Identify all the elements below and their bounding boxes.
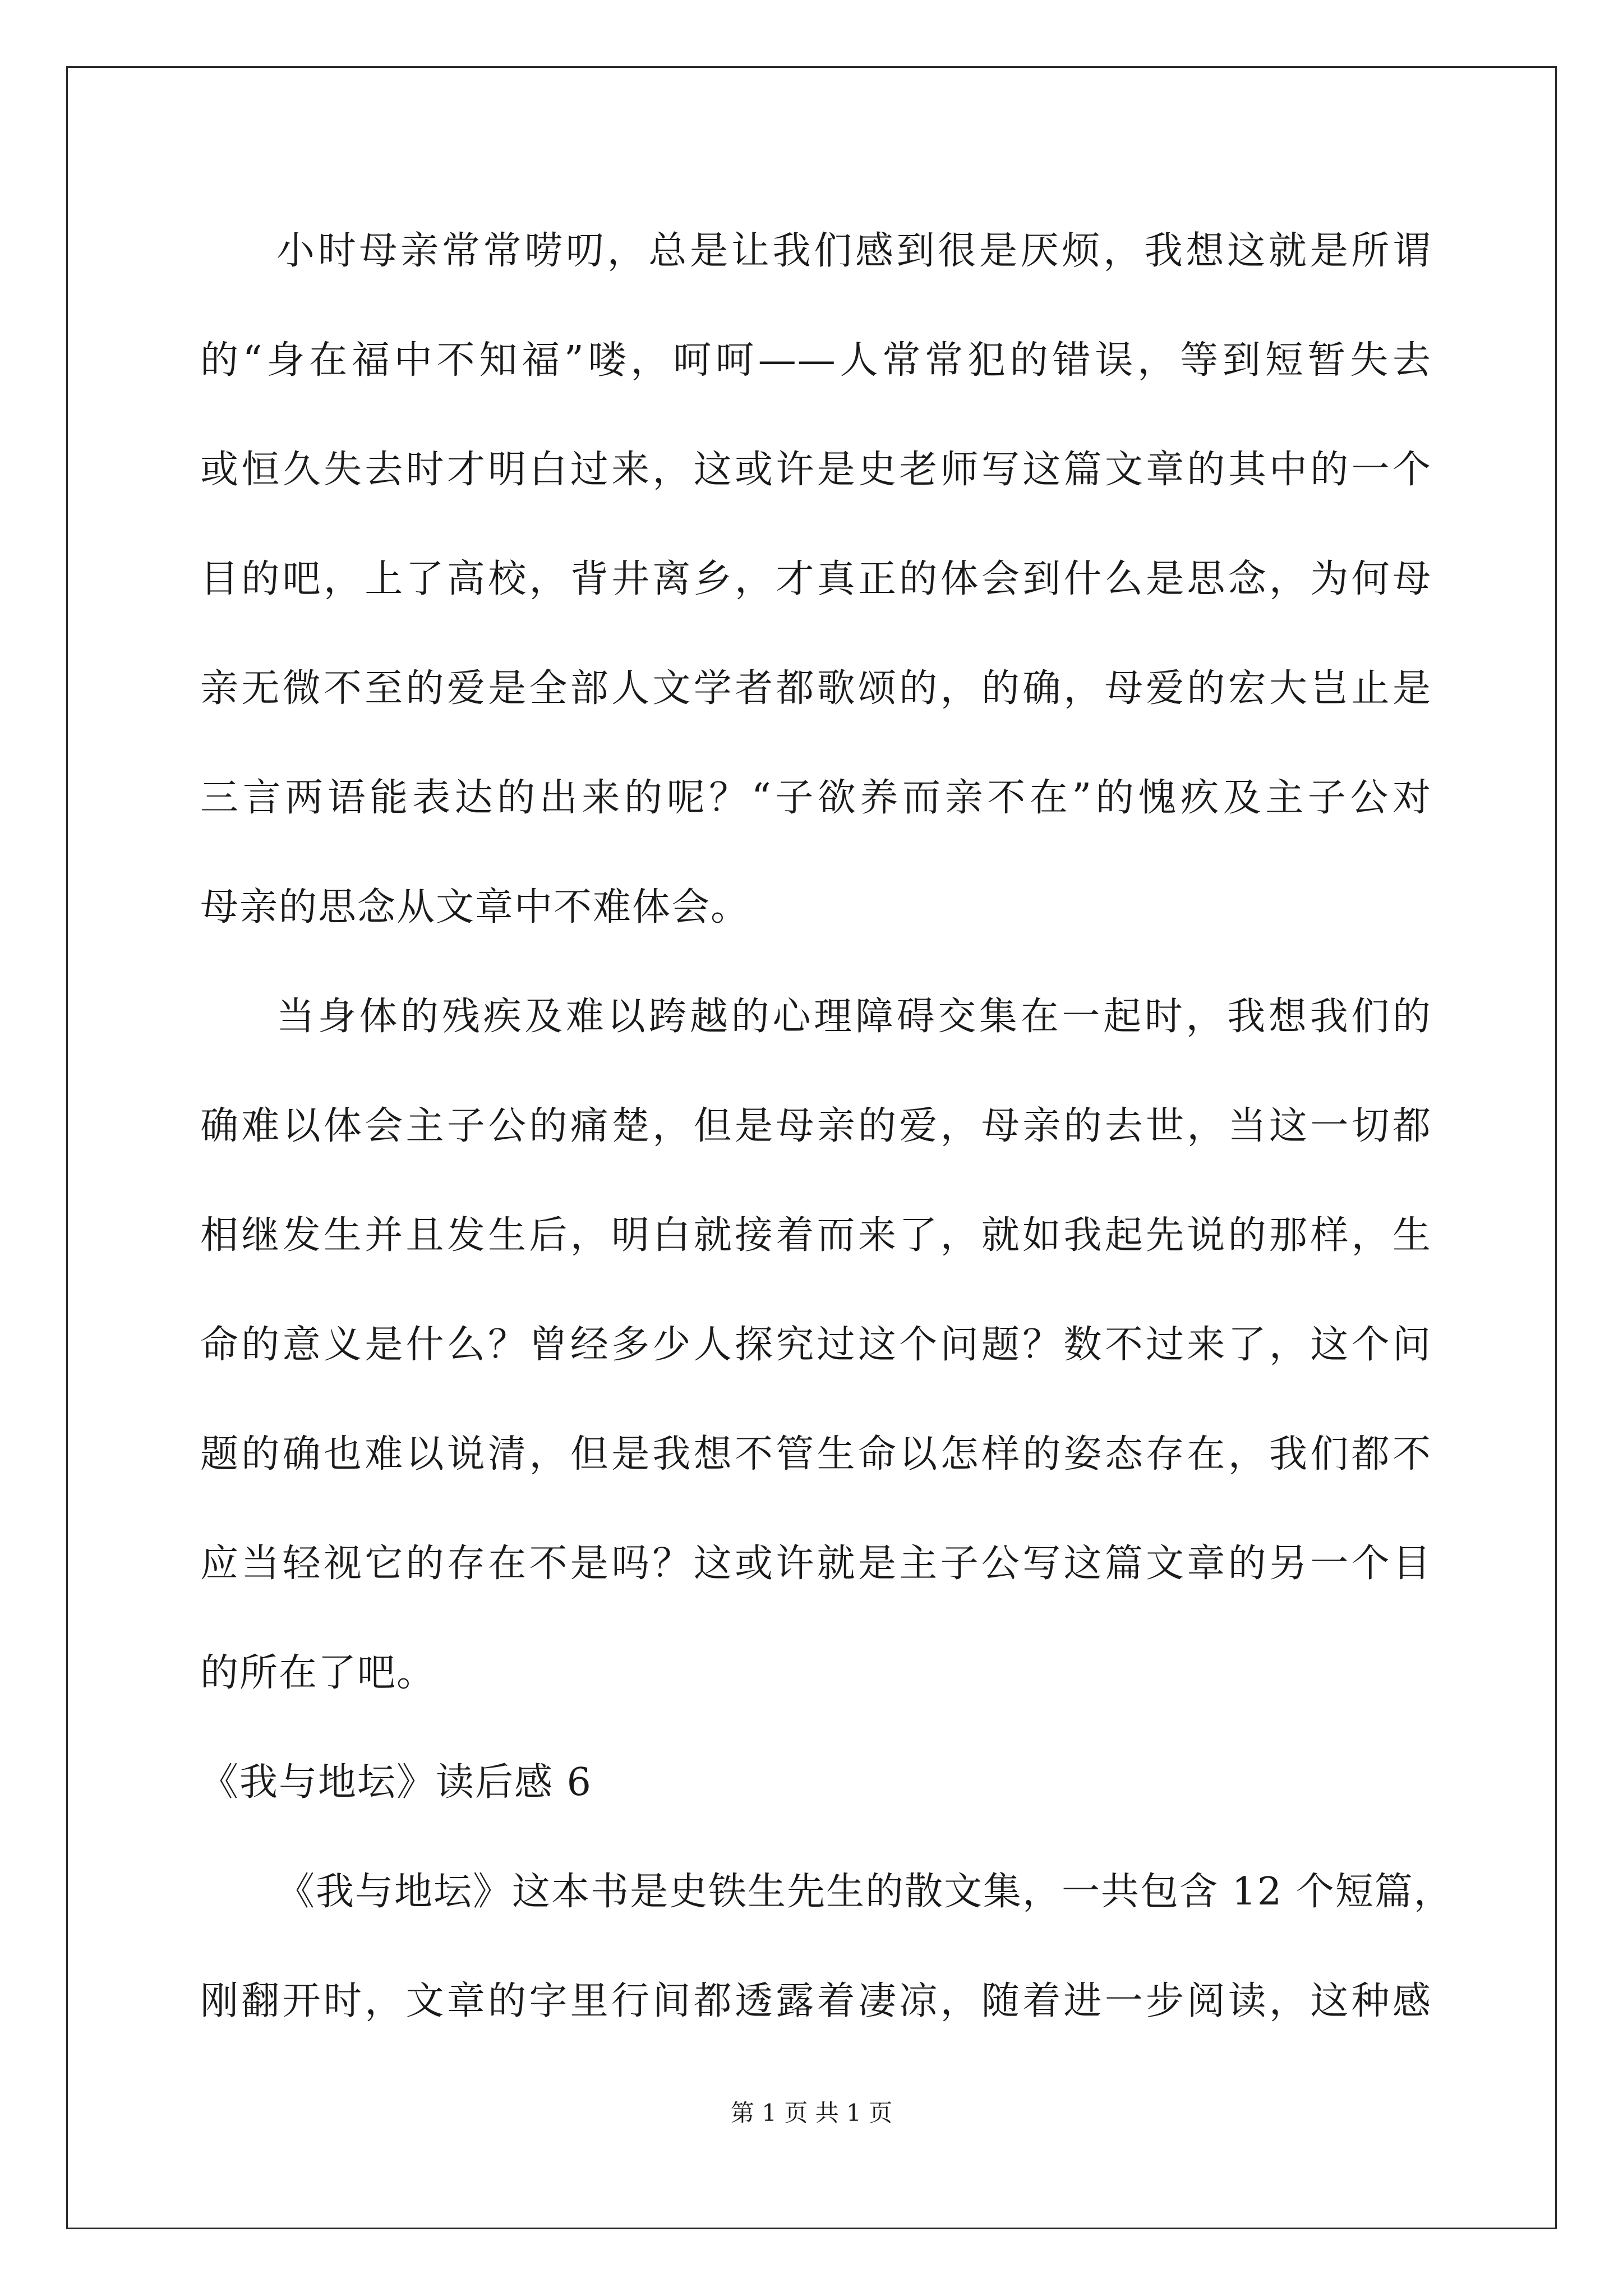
paragraph-line: 小时母亲常常唠叨，总是让我们感到很是厌烦，我想这就是所谓 [276, 229, 1432, 273]
paragraph-line: 命的意义是什么？曾经多少人探究过这个问题？数不过来了，这个问 [200, 1323, 1432, 1367]
paragraph-line: 当身体的残疾及难以跨越的心理障碍交集在一起时，我想我们的 [276, 995, 1432, 1039]
section-heading: 《我与地坛》读后感 6 [200, 1760, 592, 1805]
document-body [200, 218, 1453, 2077]
paragraph-line: 三言两语能表达的出来的呢？“子欲养而亲不在”的愧疚及主子公对 [200, 776, 1432, 820]
paragraph-line: 母亲的思念从文章中不难体会。 [200, 885, 750, 930]
paragraph-line: 或恒久失去时才明白过来，这或许是史老师写这篇文章的其中的一个 [200, 448, 1432, 492]
page-number: 第 1 页 共 1 页 [730, 2099, 893, 2127]
paragraph-line: 确难以体会主子公的痛楚，但是母亲的爱，母亲的去世，当这一切都 [200, 1104, 1432, 1148]
paragraph-line: 的“身在福中不知福”喽，呵呵——人常常犯的错误，等到短暂失去 [200, 338, 1432, 383]
paragraph-line: 题的确也难以说清，但是我想不管生命以怎样的姿态存在，我们都不 [200, 1432, 1432, 1476]
paragraph-line: 《我与地坛》这本书是史铁生先生的散文集，一共包含 12 个短篇， [276, 1870, 1453, 1914]
paragraph-line: 目的吧，上了高校，背井离乡，才真正的体会到什么是思念，为何母 [200, 557, 1432, 601]
paragraph-line: 的所在了吧。 [200, 1651, 436, 1695]
paragraph-line: 相继发生并且发生后，明白就接着而来了，就如我起先说的那样，生 [200, 1213, 1432, 1258]
paragraph-line: 亲无微不至的爱是全部人文学者都歌颂的，的确，母爱的宏大岂止是 [200, 666, 1432, 711]
paragraph-line: 刚翻开时，文章的字里行间都透露着凄凉，随着进一步阅读，这种感 [200, 1979, 1432, 2023]
paragraph-line: 应当轻视它的存在不是吗？这或许就是主子公写这篇文章的另一个目 [200, 1542, 1432, 1586]
